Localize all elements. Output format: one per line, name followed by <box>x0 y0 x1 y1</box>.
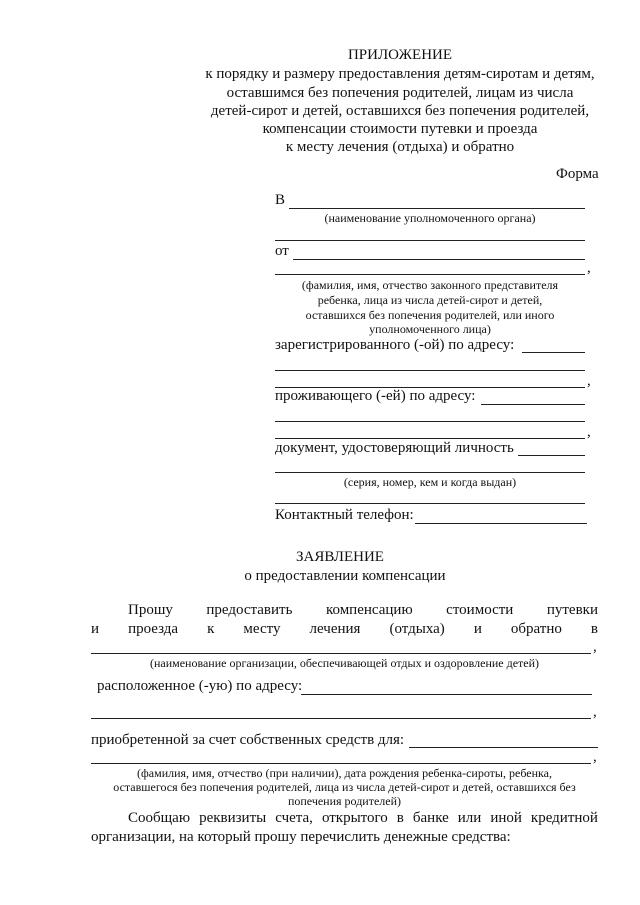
word: проезда <box>128 621 179 637</box>
residing-address-line-1[interactable] <box>481 404 585 405</box>
bank-line-2: организации, на который прошу перечислить денежные средства: <box>91 829 511 845</box>
appendix-line-4: компенсации стоимости путевки и проезда <box>262 121 538 137</box>
statement-title: ЗАЯВЛЕНИЕ <box>296 549 384 565</box>
child-hint-2: оставшегося без попечения родителей, лица из числа детей-сирот и детей, оставшихся без <box>113 780 576 794</box>
word: путевки <box>546 602 598 618</box>
word: в <box>396 810 404 826</box>
organ-name-line-2[interactable] <box>275 240 585 241</box>
request-line-1 <box>128 602 598 619</box>
bank-line-1 <box>128 810 598 827</box>
word: и <box>473 621 482 637</box>
registered-address-line-1[interactable] <box>522 352 585 353</box>
id-doc-line-2[interactable] <box>275 472 585 473</box>
to-prefix: В <box>275 192 286 208</box>
located-address-line-2[interactable] <box>91 718 591 719</box>
person-hint-1: (фамилия, имя, отчество законного представителя <box>301 278 559 292</box>
person-hint-4: уполномоченного лица) <box>369 322 491 336</box>
word: стоимости <box>446 602 514 618</box>
id-doc-line-3[interactable] <box>275 503 585 504</box>
from-prefix: от <box>275 243 289 259</box>
word: лечения <box>309 621 361 637</box>
word: кредитной <box>530 810 598 826</box>
appendix-line-3: детей-сирот и детей, оставшихся без попечения родителей, <box>210 103 590 119</box>
organ-name-line[interactable] <box>289 208 585 209</box>
comma: , <box>593 639 597 655</box>
request-line-2 <box>91 621 598 638</box>
word: иной <box>490 810 522 826</box>
residing-address-line-3[interactable] <box>275 438 585 439</box>
organization-hint: (наименование организации, обеспечивающей отдых и оздоровление детей) <box>149 656 540 670</box>
word: Прошу <box>128 602 173 618</box>
appendix-line-5: к месту лечения (отдыха) и обратно <box>285 139 515 155</box>
id-doc-line-1[interactable] <box>518 455 585 456</box>
comma: , <box>587 260 591 276</box>
phone-label: Контактный телефон: <box>275 507 414 523</box>
word: открытого <box>321 810 388 826</box>
word: счета, <box>275 810 313 826</box>
child-hint-1: (фамилия, имя, отчество (при наличии), дата рождения ребенка-сироты, ребенка, <box>137 766 552 780</box>
word: Сообщаю <box>128 810 191 826</box>
word: реквизиты <box>199 810 267 826</box>
word: (отдыха) <box>389 621 445 637</box>
registered-address-line-2[interactable] <box>275 370 585 371</box>
word: в <box>590 621 598 637</box>
child-line-1[interactable] <box>409 747 598 748</box>
word: предоставить <box>206 602 293 618</box>
comma: , <box>593 749 597 765</box>
organ-hint: (наименование уполномоченного органа) <box>324 211 536 225</box>
word: месту <box>243 621 281 637</box>
phone-line[interactable] <box>415 523 587 524</box>
comma: , <box>587 373 591 389</box>
applicant-line-2[interactable] <box>275 274 585 275</box>
appendix-line-2: оставшимся без попечения родителей, лицам из числа <box>226 85 574 101</box>
residing-address-line-2[interactable] <box>275 421 585 422</box>
word: компенсацию <box>325 602 413 618</box>
residing-label: проживающего (-ей) по адресу: <box>275 388 476 404</box>
word: и <box>91 621 100 637</box>
id-doc-label: документ, удостоверяющий личность <box>275 440 514 456</box>
child-line-2[interactable] <box>91 763 591 764</box>
form-label: Форма <box>556 166 599 182</box>
word: к <box>207 621 215 637</box>
person-hint-2: ребенка, лица из числа детей-сирот и детей, <box>317 293 543 307</box>
comma: , <box>587 424 591 440</box>
id-doc-hint: (серия, номер, кем и когда выдан) <box>343 475 517 489</box>
child-hint-3: попечения родителей) <box>287 794 402 808</box>
applicant-line-1[interactable] <box>293 259 585 260</box>
person-hint-3: оставшихся без попечения родителей, или иного <box>305 308 555 322</box>
organization-line[interactable] <box>91 653 591 654</box>
appendix-title: ПРИЛОЖЕНИЕ <box>347 47 453 63</box>
purchased-label: приобретенной за счет собственных средств для: <box>91 732 405 748</box>
statement-subtitle: о предоставлении компенсации <box>244 568 446 584</box>
comma: , <box>593 704 597 720</box>
word: банке <box>412 810 449 826</box>
appendix-line-1: к порядку и размеру предоставления детям-сиротам и детям, <box>205 66 595 82</box>
word: или <box>457 810 482 826</box>
located-label: расположенное (-ую) по адресу: <box>97 678 303 694</box>
word: обратно <box>510 621 562 637</box>
located-address-line-1[interactable] <box>301 694 592 695</box>
registered-label: зарегистрированного (-ой) по адресу: <box>275 337 515 353</box>
